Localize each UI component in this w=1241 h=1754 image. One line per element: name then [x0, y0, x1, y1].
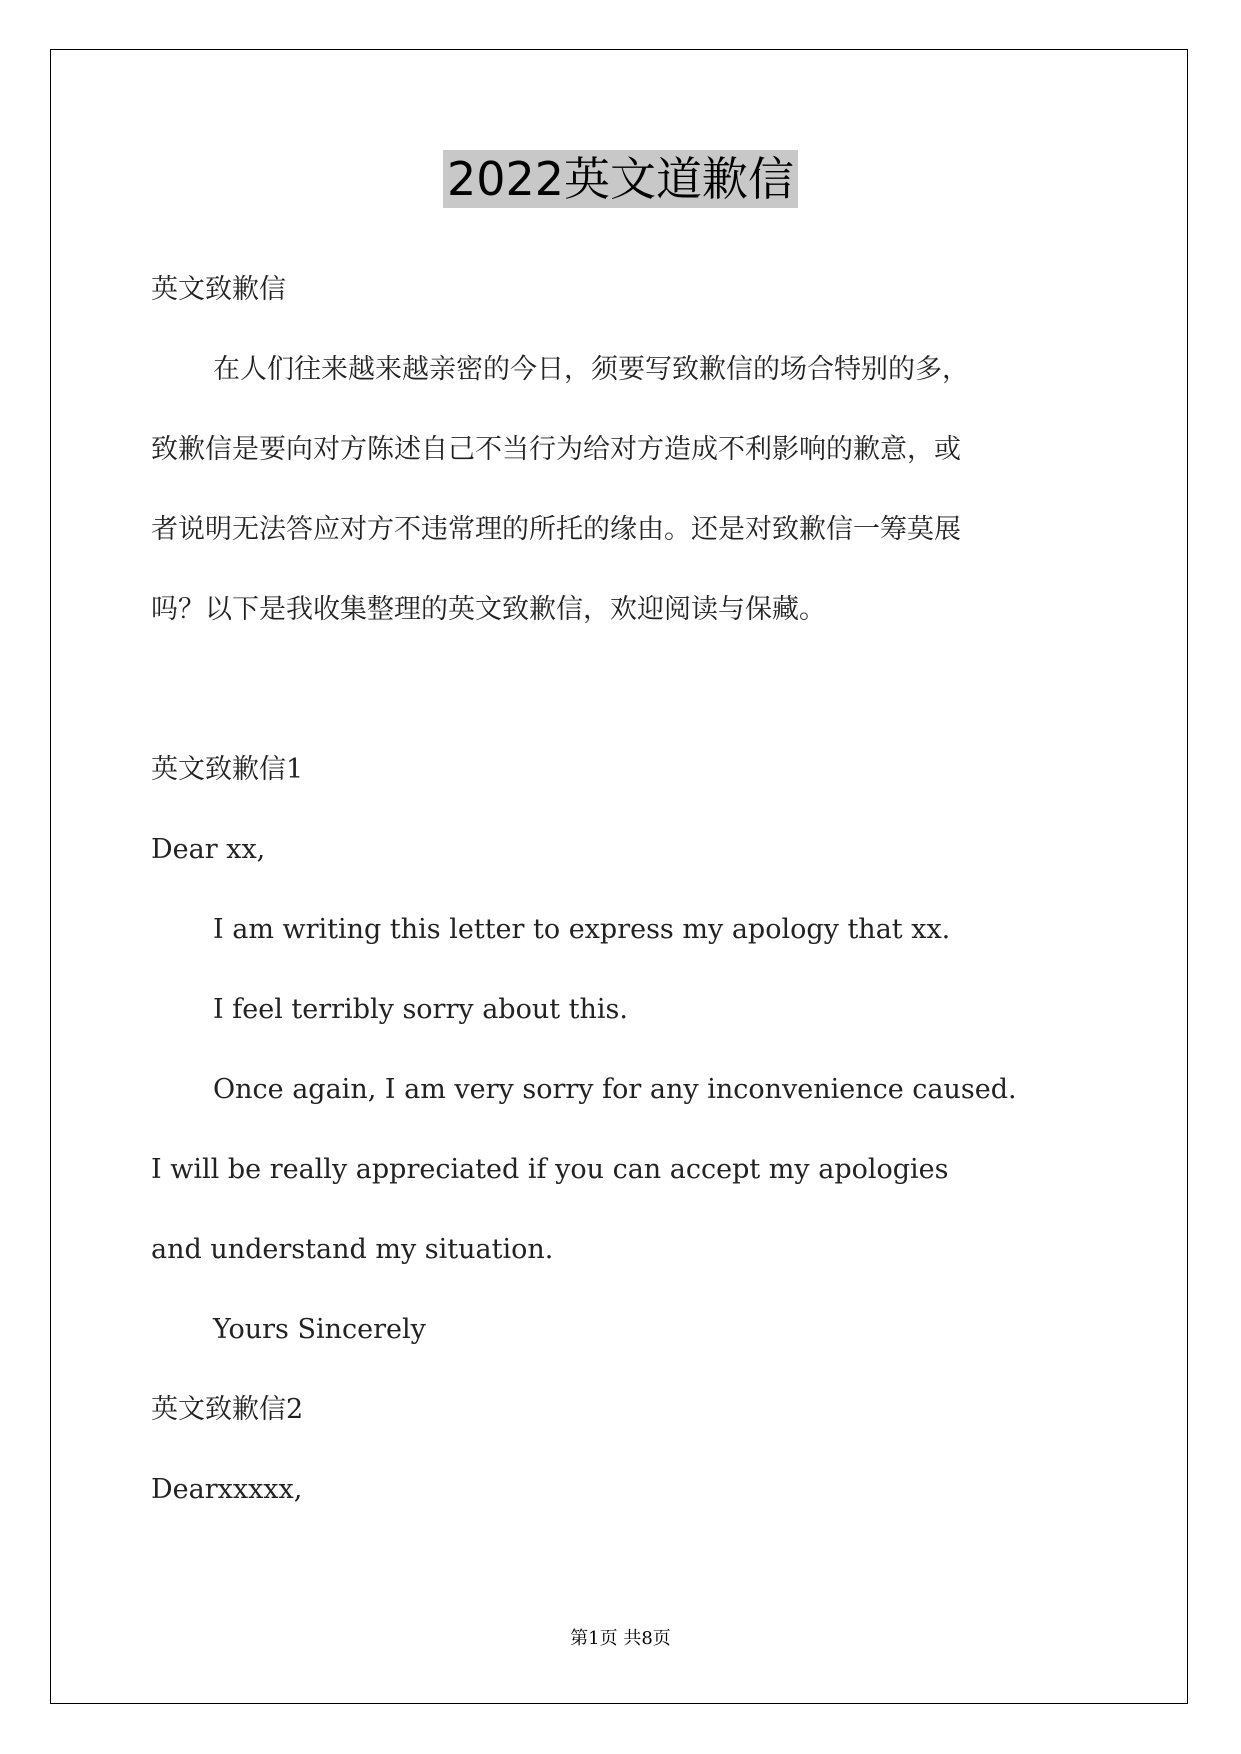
intro-line-4: 吗？以下是我收集整理的英文致歉信，欢迎阅读与保藏。 [151, 594, 826, 625]
letter-1-heading: 英文致歉信1 [151, 754, 304, 785]
letter-2-heading: 英文致歉信2 [151, 1394, 304, 1425]
intro-line-1: 在人们往来越来越亲密的今日，须要写致歉信的场合特别的多， [213, 354, 969, 385]
intro-line-3: 者说明无法答应对方不违常理的所托的缘由。还是对致歉信一筹莫展 [151, 514, 961, 545]
letter-1-body-line: I feel terribly sorry about this. [213, 994, 628, 1025]
letter-1-body-line: Once again, I am very sorry for any inconvenience caused. [213, 1074, 1017, 1105]
letter-1-body-line: and understand my situation. [151, 1234, 554, 1265]
letter-1-body-line: I will be really appreciated if you can accept my apologies [151, 1154, 949, 1185]
letter-1-closing: Yours Sincerely [213, 1314, 426, 1345]
letter-2-salutation: Dearxxxxx, [151, 1474, 303, 1505]
section-heading: 英文致歉信 [151, 274, 286, 305]
intro-line-2: 致歉信是要向对方陈述自己不当行为给对方造成不利影响的歉意，或 [151, 434, 961, 465]
page-number-footer: 第1页 共8页 [570, 1628, 671, 1649]
letter-1-body-line: I am writing this letter to express my apology that xx. [213, 914, 951, 945]
title-container [0, 150, 1241, 208]
letter-1-salutation: Dear xx, [151, 834, 266, 865]
document-title: 2022英文道歉信 [443, 150, 798, 208]
